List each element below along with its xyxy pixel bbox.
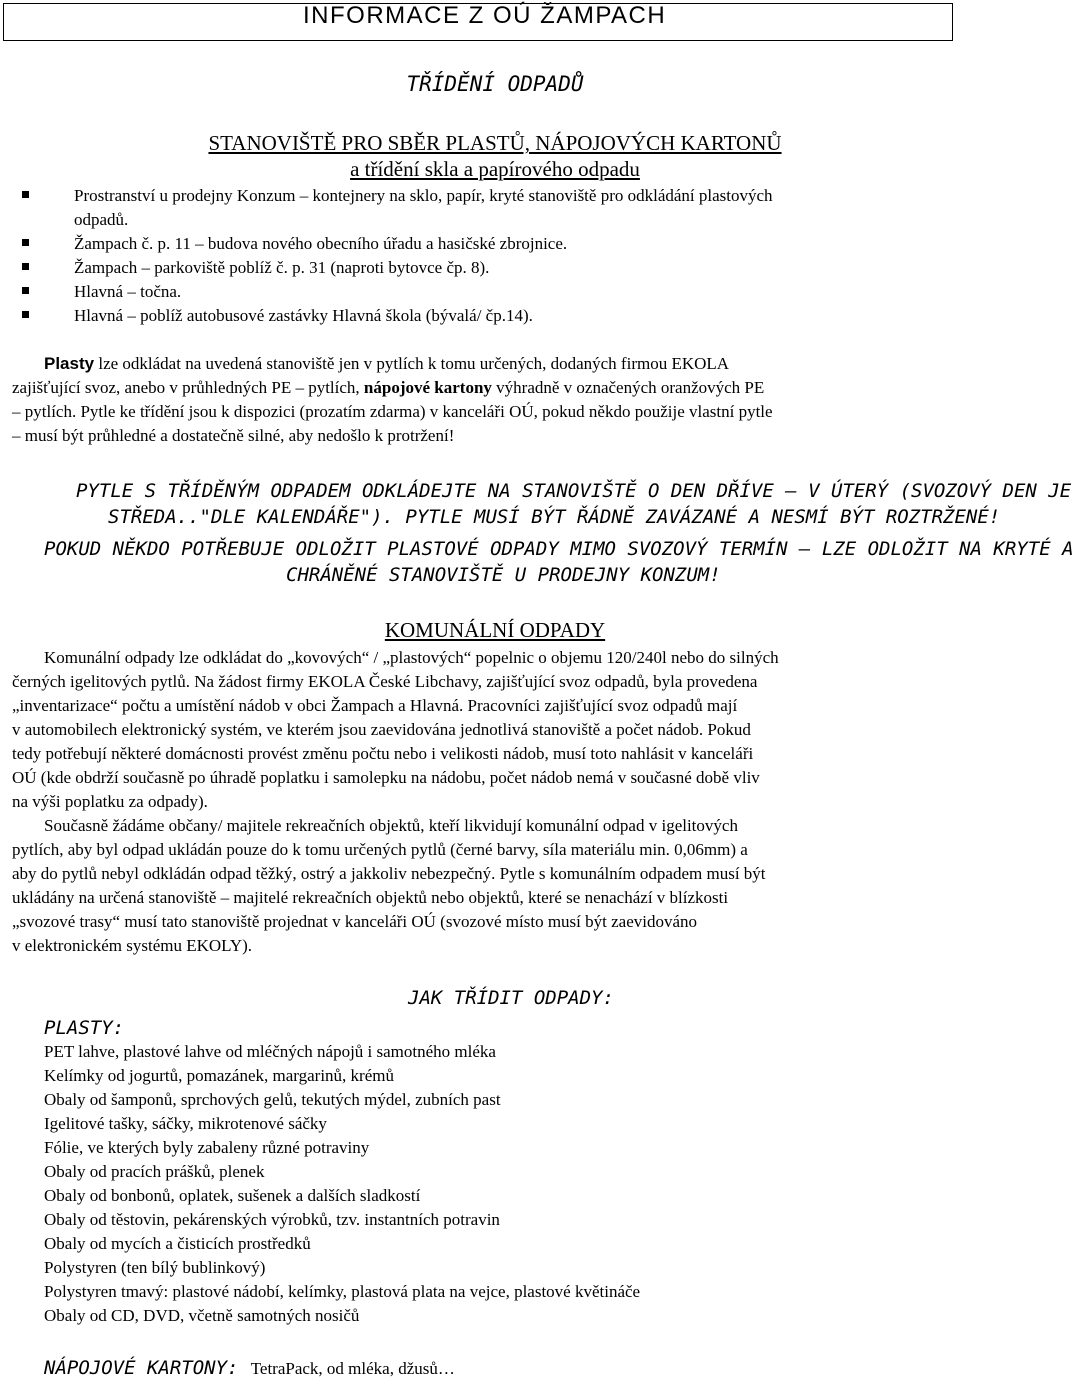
komunalni-line: tedy potřebují některé domácnosti provést změnu počtu nebo i velikosti nádob, musí toto nahlásit v kanceláři bbox=[12, 744, 754, 763]
list-item: Obaly od těstovin, pekárenských výrobků, tzv. instantních potravin bbox=[44, 1210, 500, 1229]
plasty-paragraph-line bbox=[44, 352, 729, 376]
napojove-kartony-label: NÁPOJOVÉ KARTONY: bbox=[44, 1357, 239, 1379]
notice-line: PYTLE S TŘÍDĚNÝM ODPADEM ODKLÁDEJTE NA STANOVIŠTĚ O DEN DŘÍVE – V ÚTERÝ (SVOZOVÝ DEN JE bbox=[76, 480, 1072, 502]
komunalni-line: „svozové trasy“ musí tato stanoviště projednat v kanceláři OÚ (svozové místo musí být zaevidováno bbox=[12, 912, 698, 931]
napojove-kartony-text: TetraPack, od mléka, džusů… bbox=[250, 1359, 455, 1378]
list-item: Polystyren (ten bílý bublinkový) bbox=[44, 1258, 266, 1277]
komunalni-line: černých igelitových pytlů. Na žádost firmy EKOLA České Libchavy, zajišťující svoz odpadů, byla provedena bbox=[12, 672, 758, 691]
komunalni-line: v elektronickém systému EKOLY). bbox=[12, 936, 253, 955]
notice-line: STŘEDA.."DLE KALENDÁŘE"). PYTLE MUSÍ BÝT ŘÁDNĚ ZAVÁZANÉ A NESMÍ BÝT ROZTRŽENÉ! bbox=[108, 506, 1001, 528]
bullet-item: Hlavná – poblíž autobusové zastávky Hlavná škola (bývalá/ čp.14). bbox=[74, 304, 533, 328]
section-heading-komunalni: KOMUNÁLNÍ ODPADY bbox=[384, 618, 606, 642]
text: výhradně v označených oranžových PE bbox=[491, 378, 765, 397]
section-heading-jak-tridit: JAK TŘÍDIT ODPADY: bbox=[408, 987, 614, 1009]
komunalni-line: Komunální odpady lze odkládat do „kovových“ / „plastových“ popelnic o objemu 120/240l nebo do silných bbox=[44, 648, 779, 667]
komunalni-line: aby do pytlů nebyl odkládán odpad těžký, ostrý a jakkoliv nebezpečný. Pytle s komunálním odpadem musí být bbox=[12, 864, 766, 883]
list-item: Igelitové tašky, sáčky, mikrotenové sáčky bbox=[44, 1114, 327, 1133]
list-item: Obaly od pracích prášků, plenek bbox=[44, 1162, 265, 1181]
list-item: Obaly od šamponů, sprchových gelů, tekutých mýdel, zubních past bbox=[44, 1090, 501, 1109]
notice-line: CHRÁNĚNÉ STANOVIŠTĚ U PRODEJNY KONZUM! bbox=[286, 564, 721, 586]
list-item: Obaly od mycích a čisticích prostředků bbox=[44, 1234, 311, 1253]
page-title: INFORMACE Z OÚ ŽAMPACH bbox=[303, 2, 667, 29]
komunalni-line: „inventarizace“ počtu a umístění nádob v obci Žampach a Hlavná. Pracovníci zajišťující svoz odpadů mají bbox=[12, 696, 738, 715]
komunalni-line: pytlích, aby byl odpad ukládán pouze do k tomu určených pytlů (černé barvy, síla materiálu min. 0,06mm) a bbox=[12, 840, 748, 859]
list-item: Fólie, ve kterých byly zabaleny různé potraviny bbox=[44, 1138, 370, 1157]
napojove-kartony-row bbox=[44, 1356, 455, 1381]
list-item: PET lahve, plastové lahve od mléčných nápojů i samotného mléka bbox=[44, 1042, 496, 1061]
komunalni-line: ukládány na určená stanoviště – majitelé rekreačních objektů nebo objektů, které se nenachází v blízkosti bbox=[12, 888, 729, 907]
napojove-kartony-bold: nápojové kartony bbox=[363, 378, 492, 397]
bullet-item-continuation: odpadů. bbox=[74, 210, 129, 229]
komunalni-line: OÚ (kde obdrží současně po úhradě poplatku i samolepku na nádobu, počet nádob nemá v současné době vliv bbox=[12, 768, 760, 787]
subheading-stanoviste: STANOVIŠTĚ PRO SBĚR PLASTŮ, NÁPOJOVÝCH KARTONŮ bbox=[208, 131, 782, 155]
list-item: Polystyren tmavý: plastové nádobí, kelímky, plastová plata na vejce, plastové květináče bbox=[44, 1282, 641, 1301]
notice-line: POKUD NĚKDO POTŘEBUJE ODLOŽIT PLASTOVÉ ODPADY MIMO SVOZOVÝ TERMÍN – LZE ODLOŽIT NA KRYTÉ A bbox=[44, 538, 1074, 560]
plasty-list bbox=[44, 1040, 640, 1328]
subheading-trideni-skla: a třídění skla a papírového odpadu bbox=[350, 157, 640, 181]
komunalni-line: Současně žádáme občany/ majitele rekreačních objektů, kteří likvidují komunální odpad v igelitových bbox=[44, 816, 738, 835]
bullet-item: Hlavná – točna. bbox=[74, 280, 181, 304]
plasty-bold: Plasty bbox=[44, 354, 95, 373]
plasty-label: PLASTY: bbox=[44, 1017, 125, 1039]
list-item: Obaly od bonbonů, oplatek, sušenek a dalších sladkostí bbox=[44, 1186, 421, 1205]
section-heading-trideni: TŘÍDĚNÍ ODPADŮ bbox=[406, 72, 584, 96]
list-item: Kelímky od jogurtů, pomazánek, margarinů, krémů bbox=[44, 1066, 394, 1085]
plasty-paragraph-line: – musí být průhledné a dostatečně silné, aby nedošlo k protržení! bbox=[12, 426, 455, 445]
text: lze odkládat na uvedená stanoviště jen v pytlích k tomu určených, dodaných firmou EKOLA bbox=[94, 354, 730, 373]
text: zajišťující svoz, anebo v průhledných PE – pytlích, bbox=[12, 378, 364, 397]
komunalni-line: na výši poplatku za odpady). bbox=[12, 792, 208, 811]
komunalni-line: v automobilech elektronický systém, ve kterém jsou zaevidována jednotlivá stanoviště a počet nádob. Pokud bbox=[12, 720, 751, 739]
bullet-item: Žampach – parkoviště poblíž č. p. 31 (naproti bytovce čp. 8). bbox=[74, 256, 489, 280]
plasty-paragraph-line: – pytlích. Pytle ke třídění jsou k dispozici (prozatím zdarma) v kanceláři OÚ, pokud někdo použije vlastní pytle bbox=[12, 402, 773, 421]
plasty-paragraph-line bbox=[12, 376, 764, 400]
list-item: Obaly od CD, DVD, včetně samotných nosičů bbox=[44, 1306, 360, 1325]
bullet-item: Žampach č. p. 11 – budova nového obecního úřadu a hasičské zbrojnice. bbox=[74, 232, 567, 256]
bullet-item: Prostranství u prodejny Konzum – kontejnery na sklo, papír, kryté stanoviště pro odkládání plastových bbox=[74, 184, 773, 208]
